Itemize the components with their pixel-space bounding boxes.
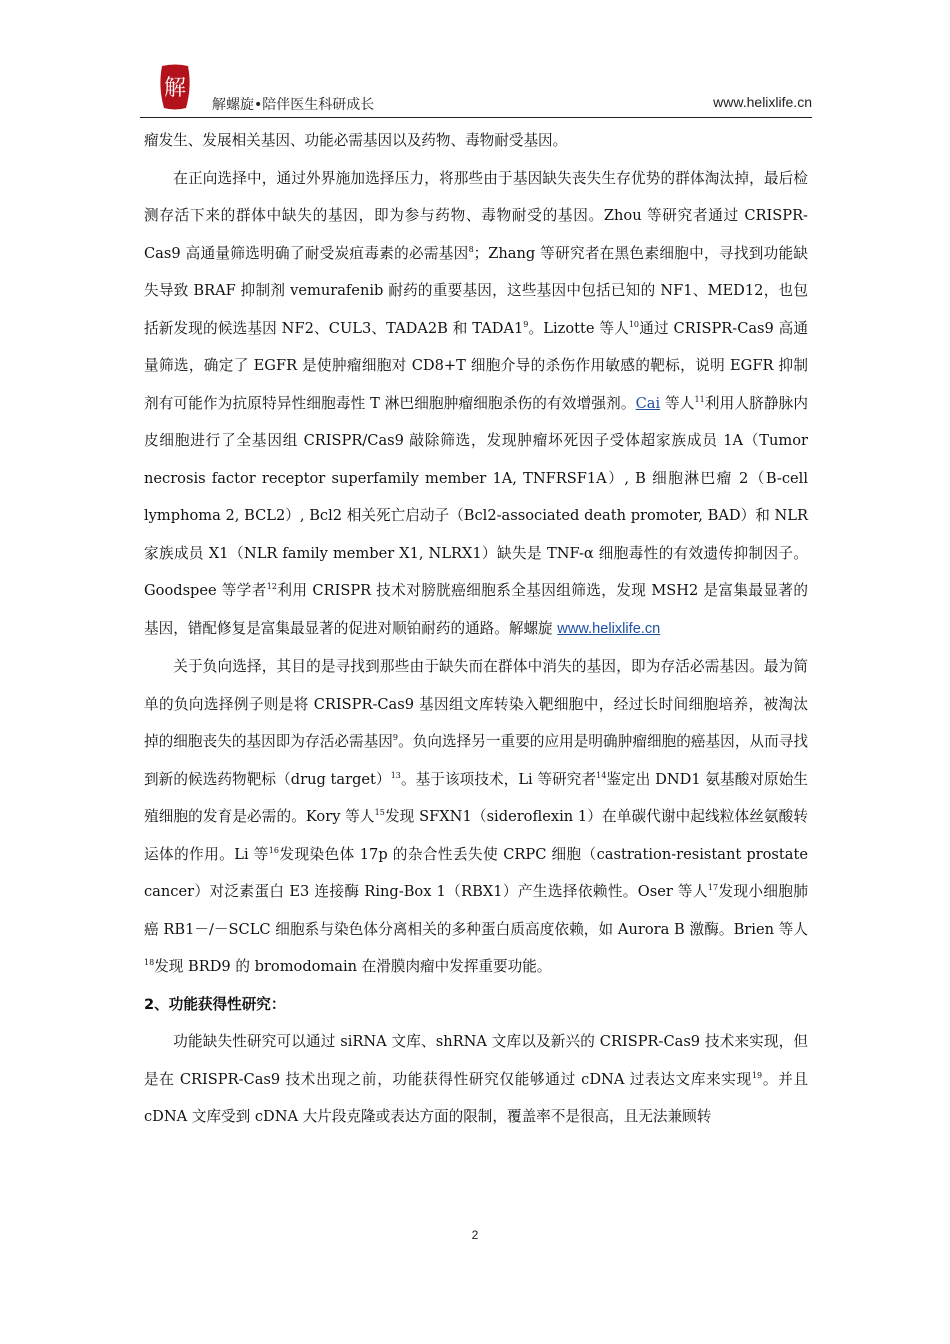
citation: 9 [392, 733, 399, 743]
brand-tagline: 解螺旋•陪伴医生科研成长 [212, 97, 375, 113]
citation: 12 [266, 582, 277, 592]
citation: 13 [390, 770, 401, 780]
page-number: 2 [471, 1228, 479, 1242]
svg-text:解: 解 [163, 76, 187, 101]
cai-link[interactable]: Cai [635, 394, 661, 412]
citation: 10 [628, 319, 640, 329]
citation: 11 [694, 394, 705, 404]
citation: 16 [268, 845, 279, 855]
header-divider [140, 117, 812, 118]
paragraph-continued: 瘤发生、发展相关基因、功能必需基因以及药物、毒物耐受基因。 [144, 132, 568, 149]
citation: 19 [751, 1070, 763, 1080]
citation: 17 [707, 883, 719, 893]
citation: 14 [596, 770, 607, 780]
helix-logo-icon [156, 62, 194, 112]
citation: 9 [523, 319, 529, 329]
site-url: www.helixlife.cn [713, 94, 812, 110]
paragraph-negative-selection: 关于负向选择，其目的是寻找到那些由于缺失而在群体中消失的基因，即为存活必需基因。最为简单的负向选择例子则是将 CRISPR-Cas9 基因组文库转染入靶细胞中，经过长时间细胞培养，被淘汰掉的细胞丧失的基因即为存活必需基因$^9$。负向选择另一重要的应用是明确肿瘤细胞的癌基因，从而寻找到新的候选药物靶标（drug target）$^{13}$。基于该项技术，Li 等研究者$^{14}$鉴定出 DND1 氨基酸对原始生殖细胞的发育是必需的。Kory 等人$^{15}$发现 SFXN1（sideroflexin 1）在单碳代谢中起线粒体丝氨酸转运体的作用。Li 等$^{16}$发现染色体 17p 的杂合性丢失使 CRPC 细胞（castration-resistant prostate cancer）对泛素蛋白 E3 连接酶 Ring-Box 1（RBX1）产生选择依赖性。Oser 等人$^{17}$发现小细胞肺癌 RB1－/－SCLC 细胞系与染色体分离相关的多种蛋白质高度依赖，如 Aurora B 激酶。Brien 等人$^{18}$发现 BRD9 的 bromodomain 在滑膜肉瘤中发挥重要功能。 [144, 658, 808, 975]
document-body [144, 122, 808, 1136]
citation: 8 [468, 244, 474, 254]
citation: 15 [374, 808, 385, 818]
section-heading: 2、功能获得性研究： [144, 995, 286, 1013]
page-header [140, 62, 812, 120]
citation: 18 [144, 958, 155, 968]
paragraph-positive-selection: 在正向选择中，通过外界施加选择压力，将那些由于基因缺失丧失生存优势的群体淘汰掉，最后检测存活下来的群体中缺失的基因，即为参与药物、毒物耐受的基因。Zhou 等研究者通过 CRISPR-Cas9 高通量筛选明确了耐受炭疽毒素的必需基因$^8$；Zhang 等研究者在黑色素细胞中，寻找到功能缺失导致 BRAF 抑制剂 vemurafenib 耐药的重要基因，这些基因中包括已知的 NF1、MED12，也包括新发现的候选基因 NF2、CUL3、TADA2B 和 $TADA1^9$。Lizotte 等人$^{10}$通过 CRISPR-Cas9 高通量筛选，确定了 EGFR 是使肿瘤细胞对 CD8+T 细胞介导的杀伤作用敏感的靶标，说明 EGFR 抑制剂有可能作为抗原特异性细胞毒性 T 淋巴细胞肿瘤细胞杀伤的有效增强剂。Cai 等人$^{11}$利用人脐静脉内皮细胞进行了全基因组 CRISPR/Cas9 敲除筛选，发现肿瘤坏死因子受体超家族成员 1A（Tumor necrosis factor receptor superfamily member 1A, TNFRSF1A）, B 细胞淋巴瘤 2（B-cell lymphoma 2, BCL2）, Bcl2 相关死亡启动子（Bcl2-associated death promoter, BAD）和 NLR 家族成员 X1（NLR family member X1, NLRX1）缺失是 TNF-α 细胞毒性的有效遗传抑制因子。Goodspee 等学者$^{12}$利用 CRISPR 技术对膀胱癌细胞系全基因组筛选，发现 MSH2 是富集最显著的基因，错配修复是富集最显著的促进对顺铂耐药的通路。解螺旋 www.helixlife.cn [144, 169, 808, 637]
paragraph-gain-of-function: 功能缺失性研究可以通过 siRNA 文库、shRNA 文库以及新兴的 CRISPR-Cas9 技术来实现，但是在 CRISPR-Cas9 技术出现之前，功能获得性研究仅能够通过 cDNA 过表达文库来实现$^{19}$。并且 cDNA 文库受到 cDNA 大片段克隆或表达方面的限制，覆盖率不是很高，且无法兼顾转 [144, 1033, 808, 1125]
helixlife-link[interactable]: www.helixlife.cn [557, 620, 661, 637]
